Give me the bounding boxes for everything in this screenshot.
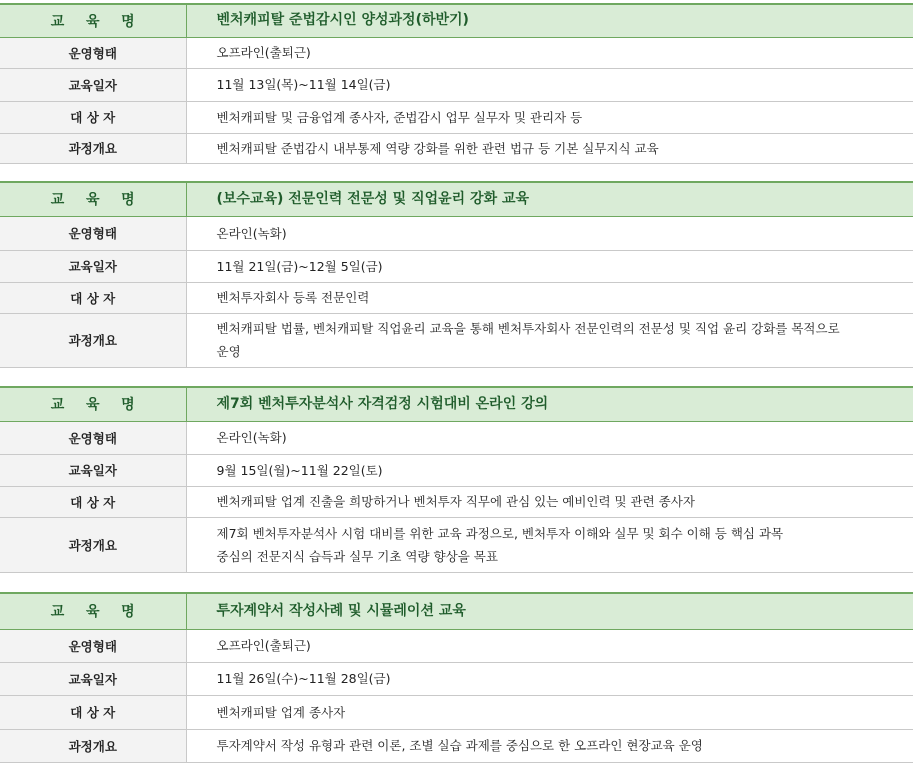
type-row [0,37,913,68]
date-value: 11월 26일(수)~11월 28일(금) [186,662,913,695]
target-value: 벤처캐피탈 업계 진출을 희망하거나 벤처투자 직무에 관심 있는 예비인력 및 관련 종사자 [186,486,913,517]
course-name-label: 교 육 명 [0,387,186,421]
type-value: 오프라인(출퇴근) [186,629,913,662]
target-row [0,282,913,313]
date-label: 교육일자 [0,250,186,282]
target-row [0,695,913,729]
course-table [0,592,913,763]
target-label: 대 상 자 [0,695,186,729]
date-row [0,68,913,101]
overview-label: 과정개요 [0,313,186,367]
course-title: 벤처캐피탈 준법감시인 양성과정(하반기) [186,4,913,37]
target-value: 벤처투자회사 등록 전문인력 [186,282,913,313]
type-label: 운영형태 [0,216,186,250]
target-label: 대 상 자 [0,282,186,313]
course-table [0,3,913,164]
course-title: 제7회 벤처투자분석사 자격검정 시험대비 온라인 강의 [186,387,913,421]
date-row [0,250,913,282]
date-label: 교육일자 [0,662,186,695]
course-name-label: 교 육 명 [0,182,186,216]
type-row [0,421,913,454]
overview-row [0,729,913,762]
overview-label: 과정개요 [0,517,186,572]
overview-line: 중심의 전문지식 습득과 실무 기초 역량 향상을 목표 [216,548,498,564]
course-name-label: 교 육 명 [0,4,186,37]
overview-label: 과정개요 [0,729,186,762]
overview-row [0,133,913,163]
overview-label: 과정개요 [0,133,186,163]
course-title: 투자계약서 작성사례 및 시뮬레이션 교육 [186,593,913,629]
type-label: 운영형태 [0,37,186,68]
overview-line: 운영 [216,344,241,359]
date-row [0,454,913,486]
overview-line: 투자계약서 작성 유형과 관련 이론, 조별 실습 과제를 중심으로 한 오프라인 현장교육 운영 [216,738,703,753]
target-label: 대 상 자 [0,101,186,133]
target-label: 대 상 자 [0,486,186,517]
type-row [0,629,913,662]
target-row [0,101,913,133]
date-label: 교육일자 [0,68,186,101]
target-value: 벤처캐피탈 업계 종사자 [186,695,913,729]
date-value: 11월 21일(금)~12월 5일(금) [186,250,913,282]
target-value: 벤처캐피탈 및 금융업계 종사자, 준법감시 업무 실무자 및 관리자 등 [186,101,913,133]
course-title-row [0,387,913,421]
type-value: 온라인(녹화) [186,421,913,454]
course-title-row [0,4,913,37]
type-label: 운영형태 [0,421,186,454]
type-row [0,216,913,250]
overview-value [186,729,913,762]
overview-value [186,517,913,572]
overview-line: 벤처캐피탈 법률, 벤처캐피탈 직업윤리 교육을 통해 벤처투자회사 전문인력의 전문성 및 직업 윤리 강화를 목적으로 [216,321,840,336]
date-label: 교육일자 [0,454,186,486]
date-value: 11월 13일(목)~11월 14일(금) [186,68,913,101]
course-table [0,181,913,368]
date-row [0,662,913,695]
course-title-row [0,182,913,216]
overview-row [0,313,913,367]
overview-row [0,517,913,572]
course-name-label: 교 육 명 [0,593,186,629]
course-title-row [0,593,913,629]
overview-value [186,313,913,367]
type-value: 온라인(녹화) [186,216,913,250]
type-label: 운영형태 [0,629,186,662]
course-title: (보수교육) 전문인력 전문성 및 직업윤리 강화 교육 [186,182,913,216]
overview-value [186,133,913,163]
course-table [0,386,913,573]
type-value: 오프라인(출퇴근) [186,37,913,68]
overview-line: 제7회 벤처투자분석사 시험 대비를 위한 교육 과정으로, 벤처투자 이해와 실무 및 회수 이해 등 핵심 과목 [216,525,784,541]
date-value: 9월 15일(월)~11월 22일(토) [186,454,913,486]
overview-line: 벤처캐피탈 준법감시 내부통제 역량 강화를 위한 관련 법규 등 기본 실무지식 교육 [216,140,659,156]
target-row [0,486,913,517]
